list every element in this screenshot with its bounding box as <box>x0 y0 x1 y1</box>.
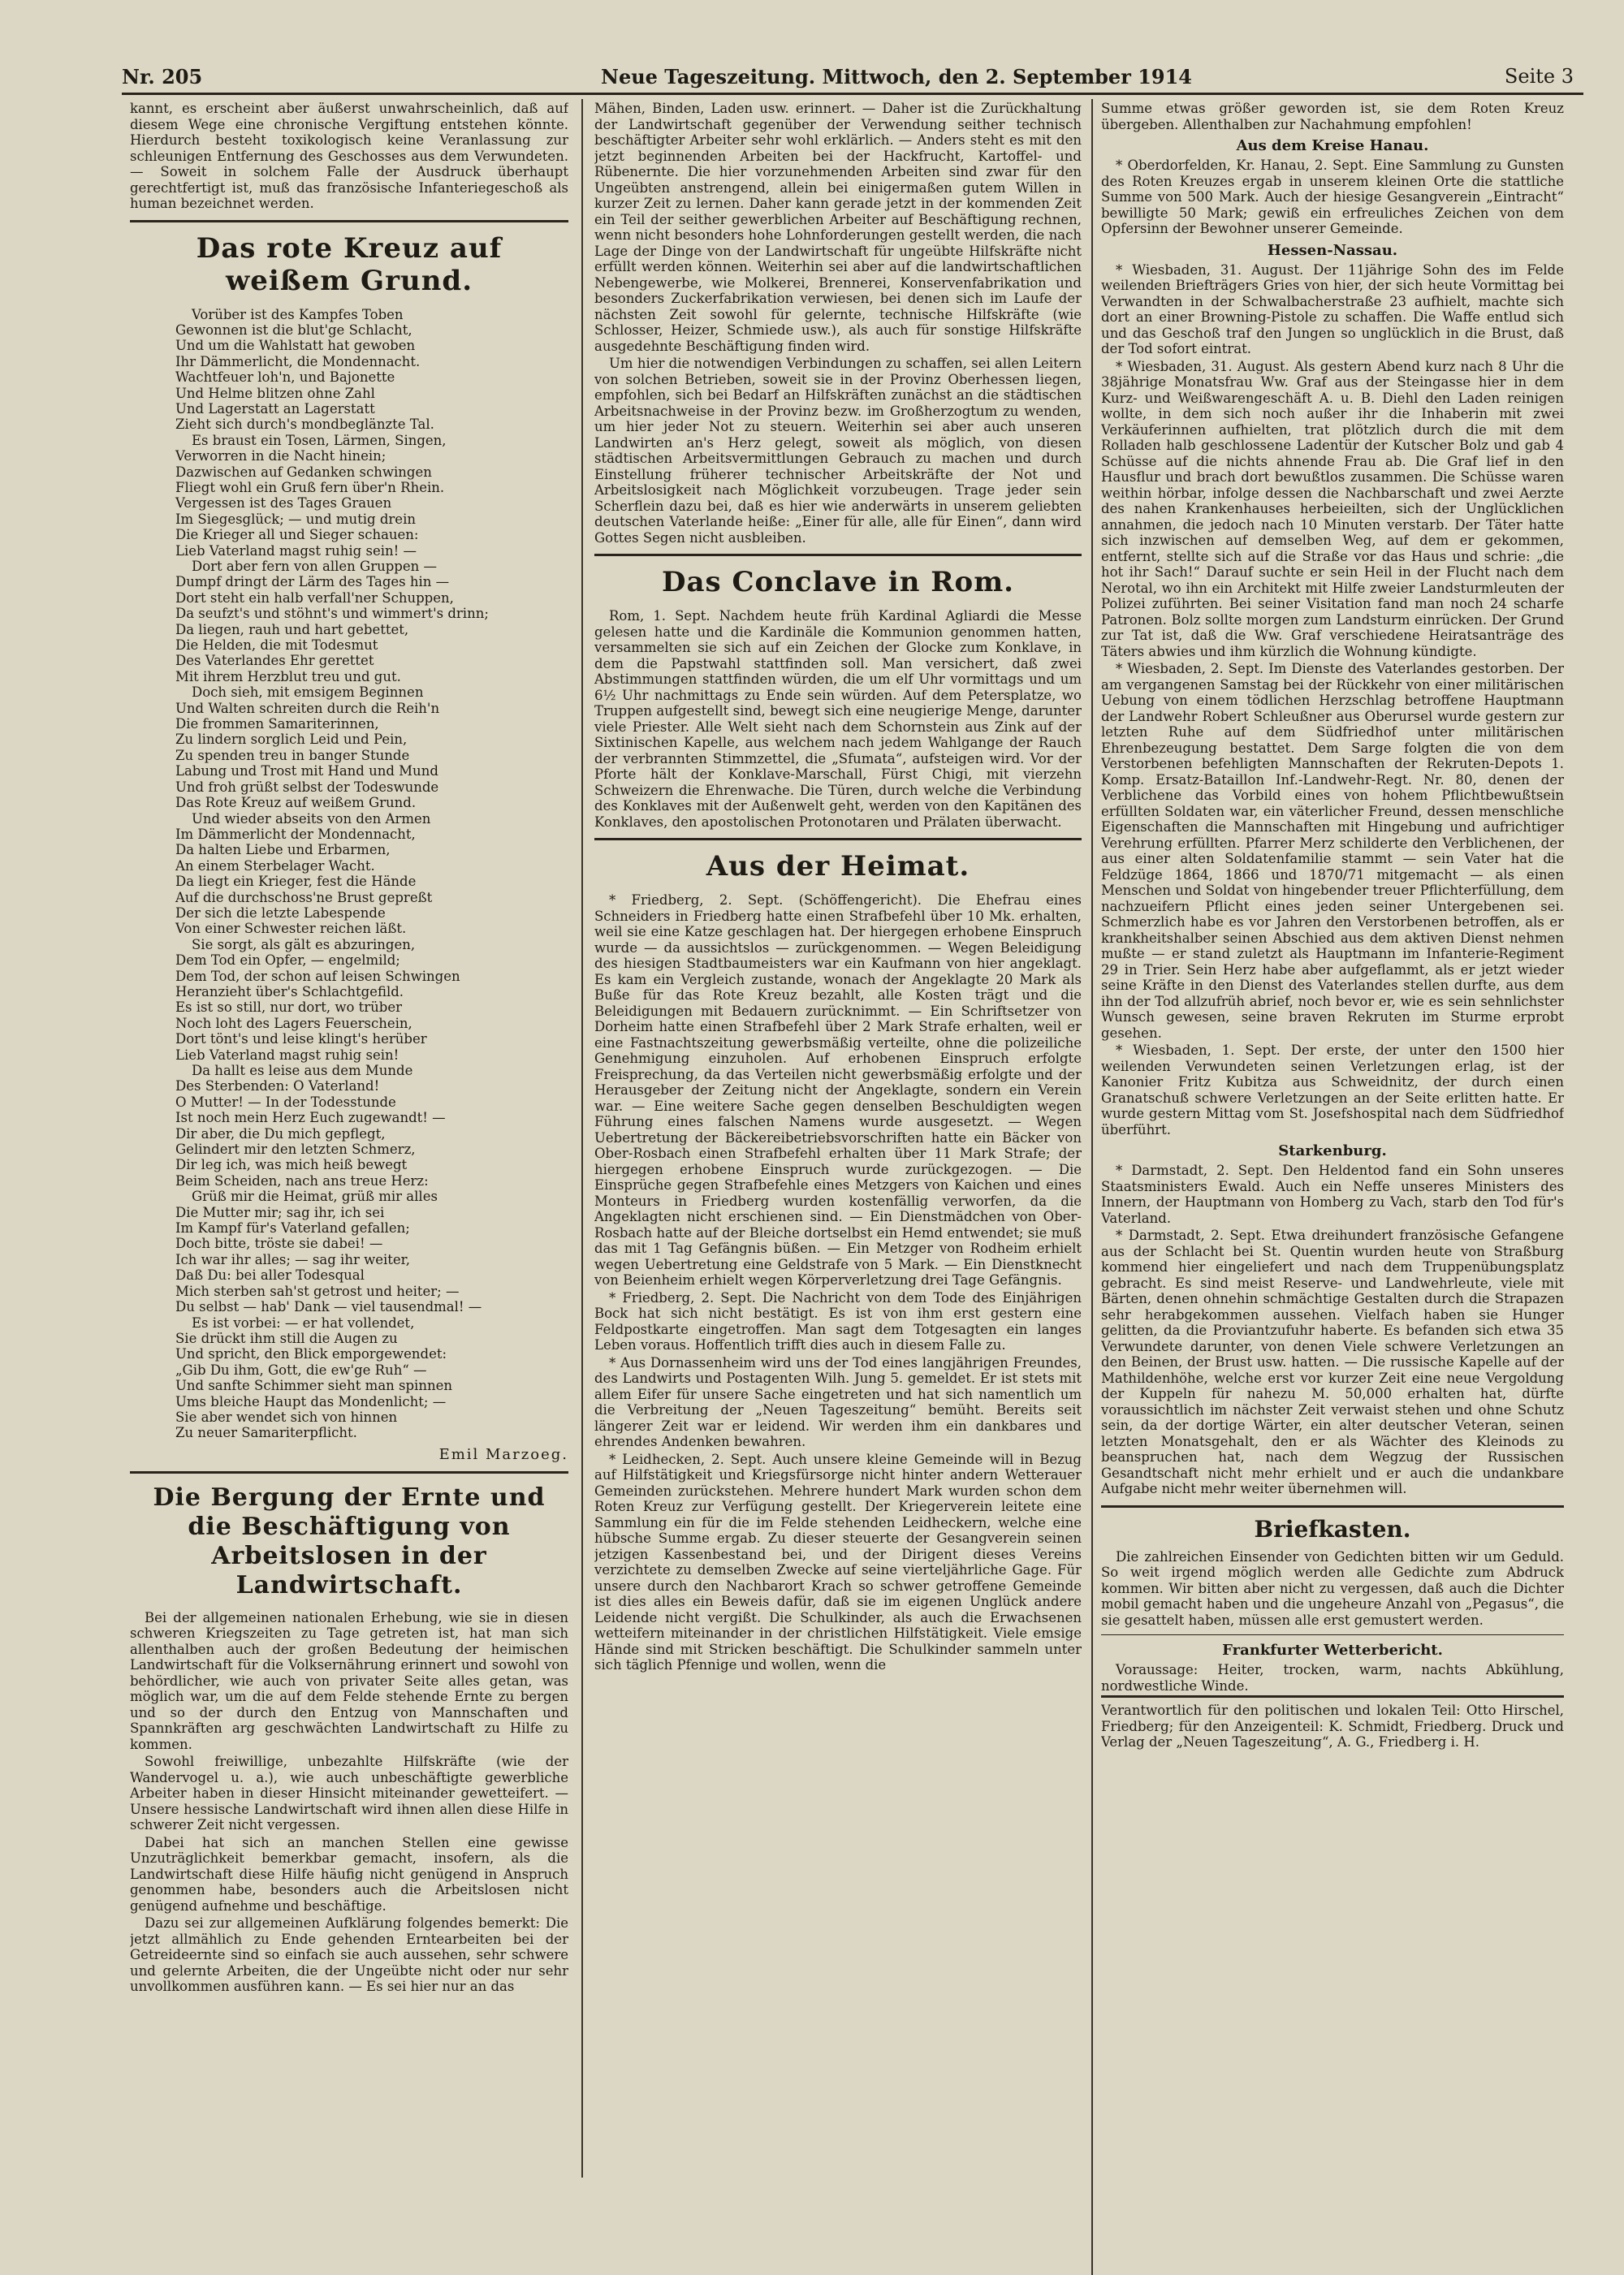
intro-paragraph: kannt, es erscheint aber äußerst unwahrscheinlich, daß auf diesem Wege eine chronische Vergiftung entstehen könnte. Hierdurch besteht toxikologisch keine Veranlassung zur schleunigen Entfernung des Geschosses aus dem Verwundeten. — Soweit in solchem Falle der Ausdruck überhaupt gerechtfertigt ist, muß das französische Infanteriegeschoß als human bezeichnet werden. <box>130 101 568 211</box>
poem-line: Dazwischen auf Gedanken schwingen <box>175 464 432 480</box>
poem-line: Noch loht des Lagers Feuerschein, <box>175 1015 412 1031</box>
column-divider <box>581 99 583 2178</box>
poem-line: Verworren in die Nacht hinein; <box>175 448 387 464</box>
briefkasten-text: Die zahlreichen Einsender von Gedichten bitten wir um Geduld. So weit irgend möglich werden alle Gedichte zum Abdruck kommen. Wir bitten aber nicht zu vergessen, daß auch die Dichter mobil gemacht haben und die ungeheure Anzahl von „Pegasus“, die sie gesattelt haben, müssen alle erst gemustert werden. <box>1101 1548 1564 1628</box>
article-paragraph: Um hier die notwendigen Verbindungen zu schaffen, sei allen Leitern von solchen Betrieben, soweit sie in der Provinz Oberhessen liegen, empfohlen, sich bei Bedarf an Hilfskräften zunächst an die städtischen Arbeitsnachweise in der Provinz bezw. im Großherzogtum zu wenden, um hier jeder Not zu steuern. Weiterhin sei aber auch unseren Landwirten an's Herz gelegt, soweit als möglich, von diesen städtischen Arbeitsvermittlungen Gebrauch zu machen und durch Einstellung früherer technischer Arbeitskräfte der Not und Arbeitslosigkeit nach Möglichkeit vorzubeugen. Trage jeder sein Scherflein dazu bei, daß es hier wie anderwärts in unserem geliebten deutschen Vaterlande heiße: „Einer für alle, alle für Einen“, dann wird Gottes Segen nicht ausbleiben. <box>594 356 1082 546</box>
poem-line: Es braust ein Tosen, Lärmen, Singen, <box>192 432 447 448</box>
conclave-paragraph: Rom, 1. Sept. Nachdem heute früh Kardinal Agliardi die Messe gelesen hatte und die Kardinäle die Kommunion genommen hatten, versammelten sie sich auf ein Zeichen der Glocke zum Konklave, in dem die Papstwahl stattfinden soll. Man versichert, daß zwei Abstimmungen stattfinden würden, die um elf Uhr vormittags und um 6½ Uhr nachmittags zu Ende sein würden. Auf dem Petersplatze, wo Truppen aufgestellt sind, bewegt sich eine neugierige Menge, darunter viele Priester. Alle Welt sieht nach dem Schornstein aus Zink auf der Sixtinischen Kapelle, aus welchem nach jedem Wahlgange der Rauch der verbrannten Stimmzettel, die „Sfumata“, aufsteigen wird. Vor der Pforte hält der Konklave-Marschall, Fürst Chigi, mit vierzehn Schweizern die Ehrenwache. Die Türen, durch welche die Verbindung des Konklaves mit der Außenwelt geht, werden von den Kapitänen des Konklaves, den apostolischen Protonotaren und Prälaten überwacht. <box>594 608 1082 830</box>
poem-line: Mich sterben sah'st getrost und heiter; — <box>175 1283 460 1299</box>
poem-line: Und um die Wahlstatt hat gewoben <box>175 338 416 354</box>
article-paragraph: Sowohl freiwillige, unbezahlte Hilfskräfte (wie der Wandervogel u. a.), wie auch unbeschäftigte gewerbliche Arbeiter haben in dieser Hinsicht miteinander gewetteifert. — Unsere hessische Landwirtschaft wird ihnen allen diese Hilfe in schwerer Zeit nicht vergessen. <box>130 1754 568 1833</box>
poem-line: Vergessen ist des Tages Grauen <box>175 495 392 512</box>
weather-heading: Frankfurter Wetterbericht. <box>1222 1642 1443 1659</box>
poem-line: Mit ihrem Herzblut treu und gut. <box>175 668 401 684</box>
poem-line: Da halten Liebe und Erbarmen, <box>175 842 391 858</box>
conclave-title: Das Conclave in Rom. <box>661 566 1015 598</box>
poem-line: Ich war ihr alles; — sag ihr weiter, <box>175 1251 410 1267</box>
column-2 <box>594 101 1082 2163</box>
poem-line: O Mutter! — In der Todesstunde <box>175 1094 396 1110</box>
poem-line: Des Vaterlandes Ehr gerettet <box>175 653 374 669</box>
poem <box>130 307 568 1441</box>
news-item: * Wiesbaden, 31. August. Als gestern Abend kurz nach 8 Uhr die 38jährige Monatsfrau Ww. Graf aus der Steingasse hier in dem Kurz- und Weißwarengeschäft A. u. B. Diehl den Laden reinigen wollte, in dem sich noch außer ihr die Inhaberin mit zwei Verkäuferinnen aufhielten, trat plötzlich durch die mit dem Rolladen halb geschlossene Ladentür der Kutscher Bolz und gab 4 Schüsse auf die nichts ahnende Frau ab. Die Graf lief in den Hausflur und brach dort bewußtlos zusammen. Die Schüsse waren weithin hörbar, infolge dessen die Nachbarschaft und zwei Aerzte des nahen Krankenhauses herbeieilten, sich der Unglücklichen annahmen, die jedoch nach 10 Minuten verstarb. Der Täter hatte sich inzwischen auf demselben Weg, auf dem er gekommen, entfernt, stellte sich auf die Straße vor das Haus und schrie: „die hot ihr Sach!“ Darauf suchte er sein Heil in der Flucht nach dem Nerotal, wo ihn ein Architekt mit Hilfe zweier Landsturmleuten der Polizei zuführten. Bei seiner Visitation fand man noch 24 scharfe Patronen. Bolz sollte morgen zum Landsturm einrücken. Der Grund zur Tat ist, daß die Ww. Graf verschiedene Heiratsanträge des Täters abwies und ihm kürzlich die Wohnung kündigte. <box>1101 358 1564 659</box>
news-item: * Wiesbaden, 2. Sept. Im Dienste des Vaterlandes gestorben. Der am vergangenen Samstag bei der Rückkehr von einer militärischen Uebung von einem tödlichen Herzschlag betroffene Hauptmann der Landwehr Robert Schleußner aus Oberursel wurde gestern zur letzten Ruhe auf dem Südfriedhof unter militärischen Ehrenbezeugung bestattet. Dem Sarge folgten die von dem Verstorbenen befehligten Mannschaften der Rekruten-Depots 1. Komp. Ersatz-Bataillon Inf.-Landwehr-Regt. Nr. 80, denen der Verblichene das Vorbild eines von hohem Pflichtbewußtsein erfüllten Soldaten war, ein väterlicher Freund, dessen menschliche Eigenschaften die Mannschaften mit Hingebung und aufrichtiger Verehrung erfüllten. Pfarrer Merz schilderte den Verblichenen, der aus einer alten Soldatenfamilie stammt — sein Vater hat die Feldzüge 1864, 1866 und 1870/71 mitgemacht — als einen Menschen und Soldat von hingebender treuer Pflichterfüllung, dem nachzueifern Pflicht eines jeden seiner Untergebenen sei. Schmerzlich habe es vor Jahren den Verstorbenen betroffen, als er krankheitshalber seinen Abschied aus dem aktiven Dienst nehmen mußte — er stand zuletzt als Hauptmann im Infanterie-Regiment 29 in Trier. Sein Herz habe aber aufgeflammt, als er jetzt wieder seine Kräfte in den Dienst des Vaterlandes stellen durfte, aus dem ihn der Tod allzufrüh abrief, noch bevor er, wie es sein sehnlichster Wunsch gewesen, seine braven Rekruten im Sturme erprobt gesehen. <box>1101 661 1564 1041</box>
news-item: * Friedberg, 2. Sept. (Schöffengericht). Die Ehefrau eines Schneiders in Friedberg hatte einen Strafbefehl über 10 Mk. erhalten, weil sie eine Katze geschlagen hat. Der hiergegen erhobene Einspruch wurde — da aussichtslos — zurückgenommen. — Wegen Beleidigung des hiesigen Stadtbaumeisters war ein Kaufmann von hier angeklagt. Es kam ein Vergleich zustande, wonach der Angeklagte 20 Mark als Buße für das Rote Kreuz bezahlt, alle Kosten trägt und die Beleidigungen mit Bedauern zurücknimmt. — Ein Schriftsetzer von Dorheim hatte einen Strafbefehl über 2 Mark Strafe erhalten, weil er eine Fastnachtszeitung gewerbsmäßig verteilte, ohne die polizeiliche Genehmigung einzuholen. Auf erhobenen Einspruch erfolgte Freisprechung, da das Verteilen nicht gewerbsmäßig erfolgte und der Herausgeber der Zeitung nicht der Angeklagte, sondern ein Verein war. — Eine weitere Sache gegen denselben Beschuldigten wegen Führung eines falschen Namens wurde ausgesetzt. — Wegen Uebertretung der Bäckereibetriebsvorschriften hatte ein Bäcker von Ober-Rosbach einen Strafbefehl erhalten über 11 Mark Strafe; der hiergegen erhobene Einspruch wurde zurückgezogen. — Die Einsprüche gegen Strafbefehle eines Metzgers von Kaichen und eines Monteurs in Friedberg wurden kostenfällig verworfen, da die Angeklagten nicht erschienen sind. — Ein Dienstmädchen von Ober-Rosbach hatte auf der Bleiche dortselbst ein Hemd entwendet; sie muß das mit 1 Tag Gefängnis büßen. — Ein Metzger von Rodheim erhielt wegen Uebertretung eine Geldstrafe von 5 Mark. — Ein Dienstknecht von Beienheim erhielt wegen Körperverletzung drei Tage Gefängnis. <box>594 892 1082 1288</box>
poem-line: Dort tönt's und leise klingt's herüber <box>175 1031 427 1047</box>
poem-line: Dir aber, die Du mich gepflegt, <box>175 1125 386 1142</box>
poem-line: Und spricht, den Blick emporgewendet: <box>175 1346 447 1362</box>
poem-line: Gelindert mir den letzten Schmerz, <box>175 1142 416 1158</box>
poem-line: Labung und Trost mit Hand und Mund <box>175 763 438 779</box>
issue-number: Nr. 205 <box>122 65 203 88</box>
poem-line: Dumpf dringt der Lärm des Tages hin — <box>175 574 450 590</box>
briefkasten-title: Briefkasten. <box>1254 1515 1411 1543</box>
news-item: * Aus Dornassenheim wird uns der Tod eines langjährigen Freundes, des Landwirts und Postagenten Wilh. Jung 5. gemeldet. Er ist stets mit allem Eifer für unsere Sache eingetreten und hat sich namentlich um die Verbreitung der „Neuen Tageszeitung“ bemüht. Bereits seit längerer Zeit war er leidend. Wir werden ihm ein dankbares und ehrendes Andenken bewahren. <box>594 1354 1082 1449</box>
news-item: Summe etwas größer geworden ist, sie dem Roten Kreuz übergeben. Allenthalben zur Nachahmung empfohlen! <box>1101 101 1564 132</box>
poem-line: Im Dämmerlicht der Mondennacht, <box>175 826 416 842</box>
divider <box>594 554 1082 556</box>
poem-line: Sie sorgt, als gält es abzuringen, <box>192 936 416 952</box>
poem-line: Du selbst — hab' Dank — viel tausendmal! — <box>175 1299 482 1315</box>
news-item: * Darmstadt, 2. Sept. Den Heldentod fand ein Sohn unseres Staatsministers Ewald. Auch ein Neffe unseres Ministers des Innern, der Hauptmann von Homberg zu Vach, starb den Tod für's Vaterland. <box>1101 1163 1564 1226</box>
poem-line: Dem Tod, der schon auf leisen Schwingen <box>175 968 460 984</box>
masthead-line: Neue Tageszeitung. Mittwoch, den 2. September 1914 <box>601 65 1192 88</box>
poem-line: Und Walten schreiten durch die Reih'n <box>175 700 440 716</box>
poem-line: Daß Du: bei aller Todesqual <box>175 1267 365 1284</box>
divider <box>594 838 1082 840</box>
poem-line: Des Sterbenden: O Vaterland! <box>175 1078 380 1094</box>
poem-line: Doch bitte, tröste sie dabei! — <box>175 1236 383 1252</box>
poem-line: Es ist vorbei: — er hat vollendet, <box>192 1314 415 1331</box>
poem-line: Und wieder abseits von den Armen <box>192 810 431 827</box>
weather-forecast: Voraussage: Heiter, trocken, warm, nachts Abkühlung, nordwestliche Winde. <box>1101 1662 1564 1694</box>
article-paragraph: Dabei hat sich an manchen Stellen eine gewisse Unzuträglichkeit bemerkbar gemacht, insofern, als die Landwirtschaft diese Hilfe häufig nicht genügend in Anspruch genommen habe, besonders auch die Arbeitslosen nicht genügend aufnehme und beschäftige. <box>130 1834 568 1914</box>
poem-line: Vorüber ist des Kampfes Toben <box>192 306 404 322</box>
poem-line: Der sich die letzte Labespende <box>175 904 386 921</box>
divider <box>130 1471 568 1474</box>
nassau-heading: Hessen-Nassau. <box>1267 241 1398 259</box>
news-item: * Friedberg, 2. Sept. Die Nachricht von dem Tode des Einjährigen Bock hat sich nicht bestätigt. Es ist von ihm erst gestern eine Feldpostkarte eingetroffen. Man sagt dem Totgesagten ein langes Leben voraus. Hoffentlich trifft dies auch in diesem Falle zu. <box>594 1289 1082 1353</box>
news-item: * Wiesbaden, 31. August. Der 11jährige Sohn des im Felde weilenden Briefträgers Gries von hier, der sich heute Vormittag bei Verwandten in der Schwalbacherstraße 23 aufhielt, machte sich dort an einer Browning-Pistole zu schaffen. Die Waffe entlud sich und das Geschoß traf den Jungen so unglücklich in die Brust, daß der Tod sofort eintrat. <box>1101 261 1564 356</box>
poem-line: Die Helden, die mit Todesmut <box>175 637 378 654</box>
poem-line: Doch sieh, mit emsigem Beginnen <box>192 684 424 701</box>
page-header <box>122 65 1583 95</box>
poem-line: Und Lagerstatt an Lagerstatt <box>175 400 375 417</box>
poem-line: Lieb Vaterland magst ruhig sein! — <box>175 542 417 559</box>
poem-line: Im Siegesglück; — und mutig drein <box>175 511 416 527</box>
poem-line: Ist noch mein Herz Euch zugewandt! — <box>175 1110 446 1126</box>
poem-line: Dem Tod ein Opfer, — engelmild; <box>175 952 400 969</box>
poem-line: Zieht sich durch's mondbeglänzte Tal. <box>175 417 434 433</box>
poem-line: Zu neuer Samariterpflicht. <box>175 1425 357 1441</box>
poem-line: Auf die durchschoss'ne Brust gepreßt <box>175 889 433 905</box>
poem-line: Heranzieht über's Schlachtgefild. <box>175 983 404 999</box>
column-3 <box>1101 101 1564 2260</box>
poem-line: Die Krieger all und Sieger schauen: <box>175 527 419 543</box>
hanau-heading: Aus dem Kreise Hanau. <box>1236 137 1429 154</box>
poem-line: Im Kampf für's Vaterland gefallen; <box>175 1220 410 1237</box>
poem-line: Da seufzt's und stöhnt's und wimmert's drinn; <box>175 606 489 622</box>
divider <box>1101 1505 1564 1508</box>
starkenburg-heading: Starkenburg. <box>1278 1142 1387 1159</box>
poem-line: Da liegt ein Krieger, fest die Hände <box>175 874 417 890</box>
poem-line: „Gib Du ihm, Gott, die ew'ge Ruh“ — <box>175 1362 427 1378</box>
column-divider <box>1091 99 1093 2275</box>
poem-line: An einem Sterbelager Wacht. <box>175 857 375 874</box>
poem-line: Sie drückt ihm still die Augen zu <box>175 1330 398 1346</box>
poem-line: Ihr Dämmerlicht, die Mondennacht. <box>175 353 421 369</box>
article-paragraph: Dazu sei zur allgemeinen Aufklärung folgendes bemerkt: Die jetzt allmählich zu Ende gehenden Erntearbeiten bei der Getreideernte sind so einfach sie auch aussehen, sehr schwere und gelernte Arbeiten, die der Ungeübte nicht oder nur sehr unvollkommen ausführen kann. — Es sei hier nur an das <box>130 1915 568 1995</box>
imprint-text: Verantwortlich für den politischen und lokalen Teil: Otto Hirschel, Friedberg; für den Anzeigenteil: K. Schmidt, Friedberg. Druck und Verlag der „Neuen Tageszeitung“, A. G., Friedberg i. H. <box>1101 1703 1564 1750</box>
poem-line: Da liegen, rauh und hart gebettet, <box>175 621 409 637</box>
poem-line: Die frommen Samariterinnen, <box>175 716 379 732</box>
poem-title: Das rote Kreuz auf weißem Grund. <box>196 231 503 297</box>
heimat-title: Aus der Heimat. <box>706 850 970 883</box>
poem-line: Die Mutter mir; sag ihr, ich sei <box>175 1204 385 1220</box>
article-paragraph: Mähen, Binden, Laden usw. erinnert. — Daher ist die Zurückhaltung der Landwirtschaft gegenüber der Verwendung seither technisch beschäftigter Arbeiter sehr wohl erklärlich. — Anders steht es mit den jetzt beginnenden Arbeiten bei der Hackfrucht, Kartoffel- und Rübenernte. Die hier vorzunehmenden Arbeiten sind zwar für den Ungeübten anstrengend, allein bei einigermaßen gutem Willen in kurzer Zeit zu lernen. Daher kann gerade jetzt in der kommenden Zeit ein Teil der seither gewerblichen Arbeiter auf Beschäftigung rechnen, wenn nicht besonders hohe Lohnforderungen gestellt werden, die nach Lage der Dinge von der Landwirtschaft für ungeübte Hilfskräfte nicht erfüllt werden können. Weiterhin sei aber auf die landwirtschaftlichen Nebengewerbe, wie Molkerei, Brennerei, Konservenfabrikation und besonders Zuckerfabrikation verwiesen, bei denen sich im Laufe der nächsten Zeit sowohl für gelernte, technische Hilfskräfte (wie Schlosser, Heizer, Schmiede usw.), als auch für sonstige Hilfskräfte ausgedehnte Beschäftigung finden wird. <box>594 101 1082 354</box>
poem-line: Sie aber wendet sich von hinnen <box>175 1409 398 1425</box>
poem-line: Gewonnen ist die blut'ge Schlacht, <box>175 322 412 338</box>
column-1 <box>130 101 568 2244</box>
poem-line: Das Rote Kreuz auf weißem Grund. <box>175 795 417 811</box>
poem-line: Grüß mir die Heimat, grüß mir alles <box>192 1189 438 1205</box>
article-paragraph: Bei der allgemeinen nationalen Erhebung, wie sie in diesen schweren Kriegszeiten zu Tage getreten ist, hat man sich allenthalben auch der großen Bedeutung der heimischen Landwirtschaft für die Volksernährung erinnert und sowohl von behördlicher, wie auch von privater Seite alles getan, was möglich war, um die auf dem Felde stehende Ernte zu bergen und so der durch den Entzug von Mannschaften und Spannkräften arg geschwächten Landwirtschaft zu Hilfe zu kommen. <box>130 1609 568 1752</box>
poem-line: Und froh grüßt selbst der Todeswunde <box>175 779 439 795</box>
divider <box>1101 1634 1564 1635</box>
poem-line: Es ist so still, nur dort, wo trüber <box>175 999 402 1016</box>
poem-line: Beim Scheiden, nach ans treue Herz: <box>175 1172 429 1189</box>
page-number: Seite 3 <box>1504 65 1574 88</box>
poem-line: Ums bleiche Haupt das Mondenlicht; — <box>175 1393 447 1409</box>
news-item: * Oberdorfelden, Kr. Hanau, 2. Sept. Eine Sammlung zu Gunsten des Roten Kreuzes ergab in unserem kleinen Orte die stattliche Summe von 500 Mark. Auch der hiesige Gesangverein „Eintracht“ bewilligte 50 Mark; gewiß ein erfreuliches Zeichen von dem Opfersinn der Bewohner unserer Gemeinde. <box>1101 158 1564 236</box>
poem-line: Dort aber fern von allen Gruppen — <box>192 559 437 574</box>
news-item: * Darmstadt, 2. Sept. Etwa dreihundert französische Gefangene aus der Schlacht bei St. Quentin wurden heute von Straßburg kommend hier eingeliefert und nach dem Truppenübungsplatz gebracht. Es sind meist Reserve- und Landwehrleute, viele mit Bärten, denen ohnehin schmächtige Gestalten durch die Strapazen sehr herabgekommen aussehen. Vielfach haben sie Hunger gelitten, da die Proviantzufuhr haberte. Es befanden sich etwa 35 Verwundete darunter, von denen Viele schwere Verletzungen an den Beinen, der Brust usw. hatten. — Die russische Kapelle auf der Mathildenhöhe, welche erst vor kurzer Zeit eine neue Vergoldung der Kuppeln für nahezu M. 50,000 erhalten hat, dürfte voraussichtlich im nächster Zeit verwaist stehen und ohne Schutz sein, da der dortige Wärter, ein alter deutscher Veteran, seinen letzten Monatsgehalt, den er als Wächter des Kleinods zu beanspruchen hat, nach dem Wegzug der Russischen Gesandtschaft nicht mehr erhielt und er auch die undankbare Aufgabe nicht mehr weiter übernehmen will. <box>1101 1228 1564 1496</box>
poem-line: Fliegt wohl ein Gruß fern über'n Rhein. <box>175 479 445 495</box>
harvest-article-title: Die Bergung der Ernte und die Beschäftigung von Arbeitslosen in der Landwirtschaft. <box>153 1483 546 1599</box>
poem-author: Emil Marzoeg. <box>438 1445 568 1463</box>
poem-line: Zu spenden treu in banger Stunde <box>175 747 410 763</box>
poem-line: Wachtfeuer loh'n, und Bajonette <box>175 369 395 386</box>
poem-line: Da hallt es leise aus dem Munde <box>192 1063 413 1078</box>
imprint <box>1101 1695 1564 1750</box>
poem-line: Zu lindern sorglich Leid und Pein, <box>175 732 408 748</box>
poem-line: Und sanfte Schimmer sieht man spinnen <box>175 1378 452 1394</box>
poem-line: Dir leg ich, was mich heiß bewegt <box>175 1157 408 1173</box>
poem-line: Dort steht ein halb verfall'ner Schuppen, <box>175 589 454 606</box>
divider <box>130 220 568 222</box>
poem-line: Von einer Schwester reichen läßt. <box>175 921 407 937</box>
news-item: * Wiesbaden, 1. Sept. Der erste, der unter den 1500 hier weilenden Verwundeten seinen Verletzungen erlag, ist der Kanonier Fritz Kubitza aus Schweidnitz, der durch einen Granatschuß schwere Verletzungen an der Seite erlitten hatte. Er wurde gestern Mittag vom St. Josefshospital nach dem Südfriedhof überführt. <box>1101 1043 1564 1138</box>
poem-line: Und Helme blitzen ohne Zahl <box>175 385 375 401</box>
news-item: * Leidhecken, 2. Sept. Auch unsere kleine Gemeinde will in Bezug auf Hilfstätigkeit und Kriegsfürsorge nicht hinter andern Wetterauer Gemeinden zurückstehen. Mehrere hundert Mark wurden schon dem Roten Kreuz zur Verfügung gestellt. Der Kriegerverein leitete eine Sammlung ein für die im Felde stehenden Leidheckern, welche eine hübsche Summe ergab. Zu dieser steuerte der Gesangverein seinen jetzigen Kassenbestand bei, und der Dirigent dieses Vereins verzichtete zu demselben Zwecke auf seine vierteljährliche Gage. Für unsere durch den Nachbarort Krach so schwer getroffene Gemeinde ist dies alles ein Beweis dafür, daß sie im eigenen Unglück andere Leidende nicht vergißt. Die Schulkinder, als auch die Erwachsenen wetteifern miteinander in der christlichen Hilfstätigkeit. Viele emsige Hände sind mit Stricken beschäftigt. Die Schulkinder sammeln unter sich täglich Pfennige und wollen, wenn die <box>594 1451 1082 1673</box>
poem-line: Lieb Vaterland magst ruhig sein! <box>175 1047 400 1063</box>
